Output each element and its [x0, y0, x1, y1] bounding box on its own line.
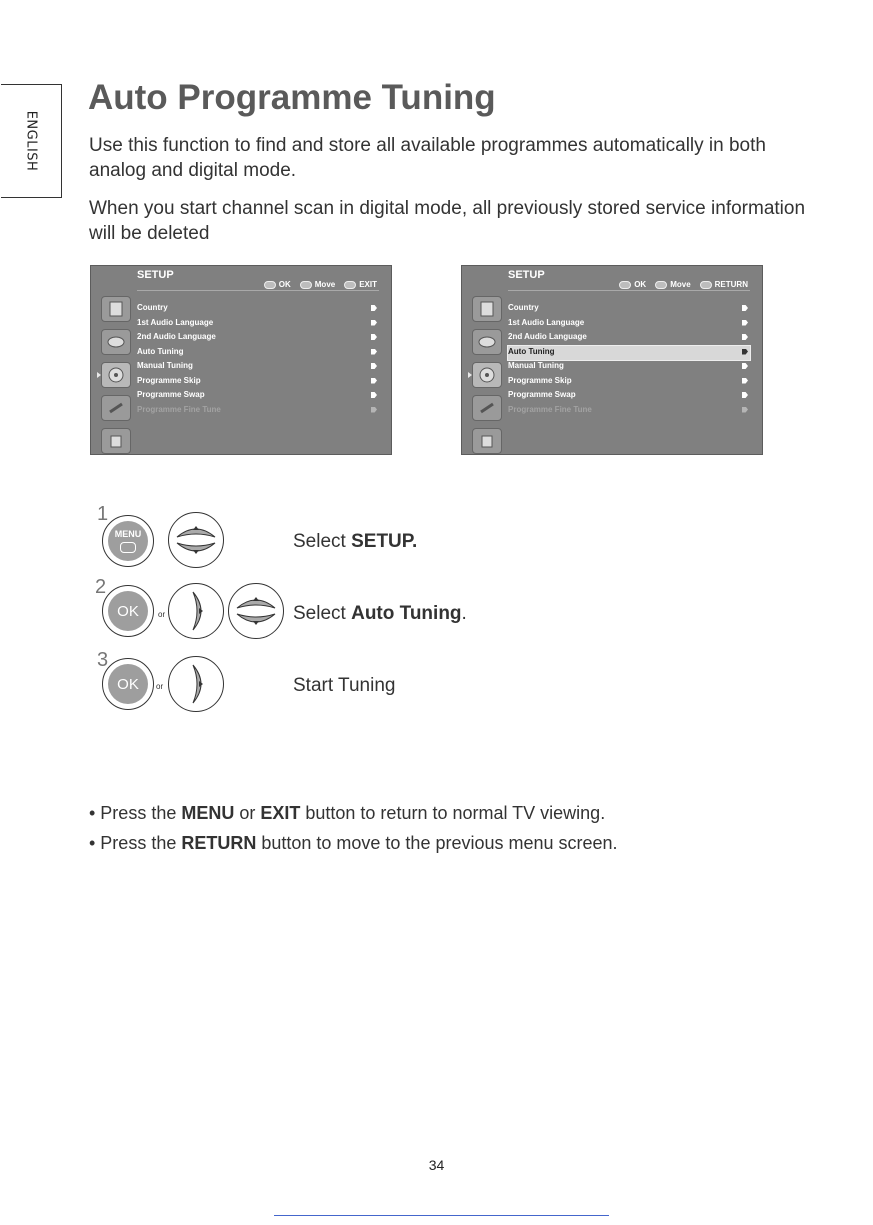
audio-menu-icon — [101, 329, 131, 355]
language-tab-label: ENGLISH — [23, 110, 39, 172]
step-3-instruction: Start Tuning — [293, 675, 396, 696]
menu-key-icon — [120, 542, 136, 553]
chevron-right-icon — [371, 320, 377, 326]
audio-menu-icon — [472, 329, 502, 355]
menu-item-auto-tuning[interactable]: Auto Tuning — [137, 346, 379, 361]
menu-item-2nd-audio-language[interactable]: 2nd Audio Language — [508, 331, 750, 346]
menu-item-programme-swap[interactable]: Programme Swap — [508, 389, 750, 404]
step-2-number: 2 — [95, 576, 107, 598]
menu-item-country[interactable]: Country — [508, 302, 750, 317]
chevron-right-icon — [742, 320, 748, 326]
hint-move: Move — [314, 280, 336, 289]
note-paragraph: When you start channel scan in digital mode, all previously stored service information will be deleted — [89, 198, 806, 244]
lock-menu-icon — [472, 428, 502, 454]
menu-item-manual-tuning[interactable]: Manual Tuning — [508, 360, 750, 375]
intro-paragraph: Use this function to find and store all available programmes automatically in both analog and digital mode. — [89, 135, 766, 181]
step-3-number: 3 — [97, 649, 109, 671]
hint-move: Move — [670, 280, 691, 289]
osd-title: SETUP — [137, 269, 174, 281]
setup-menu-screen-return — [461, 265, 763, 455]
chevron-right-icon — [742, 334, 748, 340]
up-down-button[interactable] — [228, 583, 284, 639]
menu-item-programme-swap[interactable]: Programme Swap — [137, 389, 379, 404]
hint-ok: OK — [634, 280, 647, 289]
or-label: or — [156, 682, 164, 691]
ok-key-icon — [619, 281, 631, 289]
ok-key-icon — [264, 281, 276, 289]
chevron-right-icon — [371, 407, 377, 413]
osd-divider — [508, 290, 750, 291]
step-1-instruction: Select SETUP. — [293, 531, 418, 552]
right-button[interactable] — [168, 656, 224, 712]
menu-item-country[interactable]: Country — [137, 302, 379, 317]
menu-item-auto-tuning-selected[interactable]: Auto Tuning — [508, 346, 750, 361]
up-down-arrows-icon — [231, 586, 281, 636]
move-key-icon — [655, 281, 667, 289]
language-tab — [1, 84, 62, 198]
or-label: or — [158, 610, 166, 619]
chevron-right-icon — [371, 349, 377, 355]
right-arrow-icon — [171, 659, 221, 709]
menu-item-programme-fine-tune: Programme Fine Tune — [508, 404, 750, 419]
hint-ok: OK — [278, 280, 291, 289]
osd-hint-bar — [258, 280, 377, 289]
menu-button[interactable] — [102, 515, 154, 567]
menu-item-programme-fine-tune: Programme Fine Tune — [137, 404, 379, 419]
chevron-right-icon — [742, 349, 748, 355]
menu-button-label: MENU — [114, 529, 142, 539]
chevron-right-icon — [742, 378, 748, 384]
page-number: 34 — [428, 1157, 445, 1173]
chevron-right-icon — [742, 305, 748, 311]
chevron-right-icon — [742, 363, 748, 369]
option-menu-icon — [101, 395, 131, 421]
step-1-number: 1 — [97, 503, 109, 525]
chevron-right-icon — [371, 392, 377, 398]
ok-button-label: OK — [117, 602, 139, 620]
osd-hint-bar — [613, 280, 748, 289]
osd-title: SETUP — [508, 269, 545, 281]
hint-return: RETURN — [714, 280, 748, 289]
picture-menu-icon — [472, 296, 502, 322]
exit-key-icon — [344, 281, 356, 289]
chevron-right-icon — [371, 334, 377, 340]
up-down-button[interactable] — [168, 512, 224, 568]
ok-button[interactable] — [102, 585, 154, 637]
bullet-return: • Press the RETURN button to move to the previous menu screen. — [89, 833, 618, 853]
osd-divider — [137, 290, 379, 291]
setup-menu-screen-exit — [90, 265, 392, 455]
hint-exit: EXIT — [359, 280, 377, 289]
up-down-arrows-icon — [171, 515, 221, 565]
ok-button[interactable] — [102, 658, 154, 710]
right-button[interactable] — [168, 583, 224, 639]
setup-menu-icon — [101, 362, 131, 388]
osd-menu-list — [508, 302, 750, 418]
osd-menu-list — [137, 302, 379, 418]
move-key-icon — [300, 281, 312, 289]
ok-button-label: OK — [117, 675, 139, 693]
menu-item-manual-tuning[interactable]: Manual Tuning — [137, 360, 379, 375]
menu-item-programme-skip[interactable]: Programme Skip — [137, 375, 379, 390]
menu-item-programme-skip[interactable]: Programme Skip — [508, 375, 750, 390]
menu-item-1st-audio-language[interactable]: 1st Audio Language — [508, 317, 750, 332]
chevron-right-icon — [371, 363, 377, 369]
option-menu-icon — [472, 395, 502, 421]
right-arrow-icon — [171, 586, 221, 636]
footer-divider — [274, 1215, 609, 1216]
return-key-icon — [700, 281, 712, 289]
chevron-right-icon — [371, 305, 377, 311]
menu-item-2nd-audio-language[interactable]: 2nd Audio Language — [137, 331, 379, 346]
bullet-menu-exit: • Press the MENU or EXIT button to return to normal TV viewing. — [89, 803, 606, 823]
menu-item-1st-audio-language[interactable]: 1st Audio Language — [137, 317, 379, 332]
lock-menu-icon — [101, 428, 131, 454]
picture-menu-icon — [101, 296, 131, 322]
step-2-instruction: Select Auto Tuning. — [293, 603, 467, 624]
chevron-right-icon — [371, 378, 377, 384]
chevron-right-icon — [742, 407, 748, 413]
setup-menu-icon — [472, 362, 502, 388]
page-title: Auto Programme Tuning — [88, 78, 496, 117]
chevron-right-icon — [742, 392, 748, 398]
